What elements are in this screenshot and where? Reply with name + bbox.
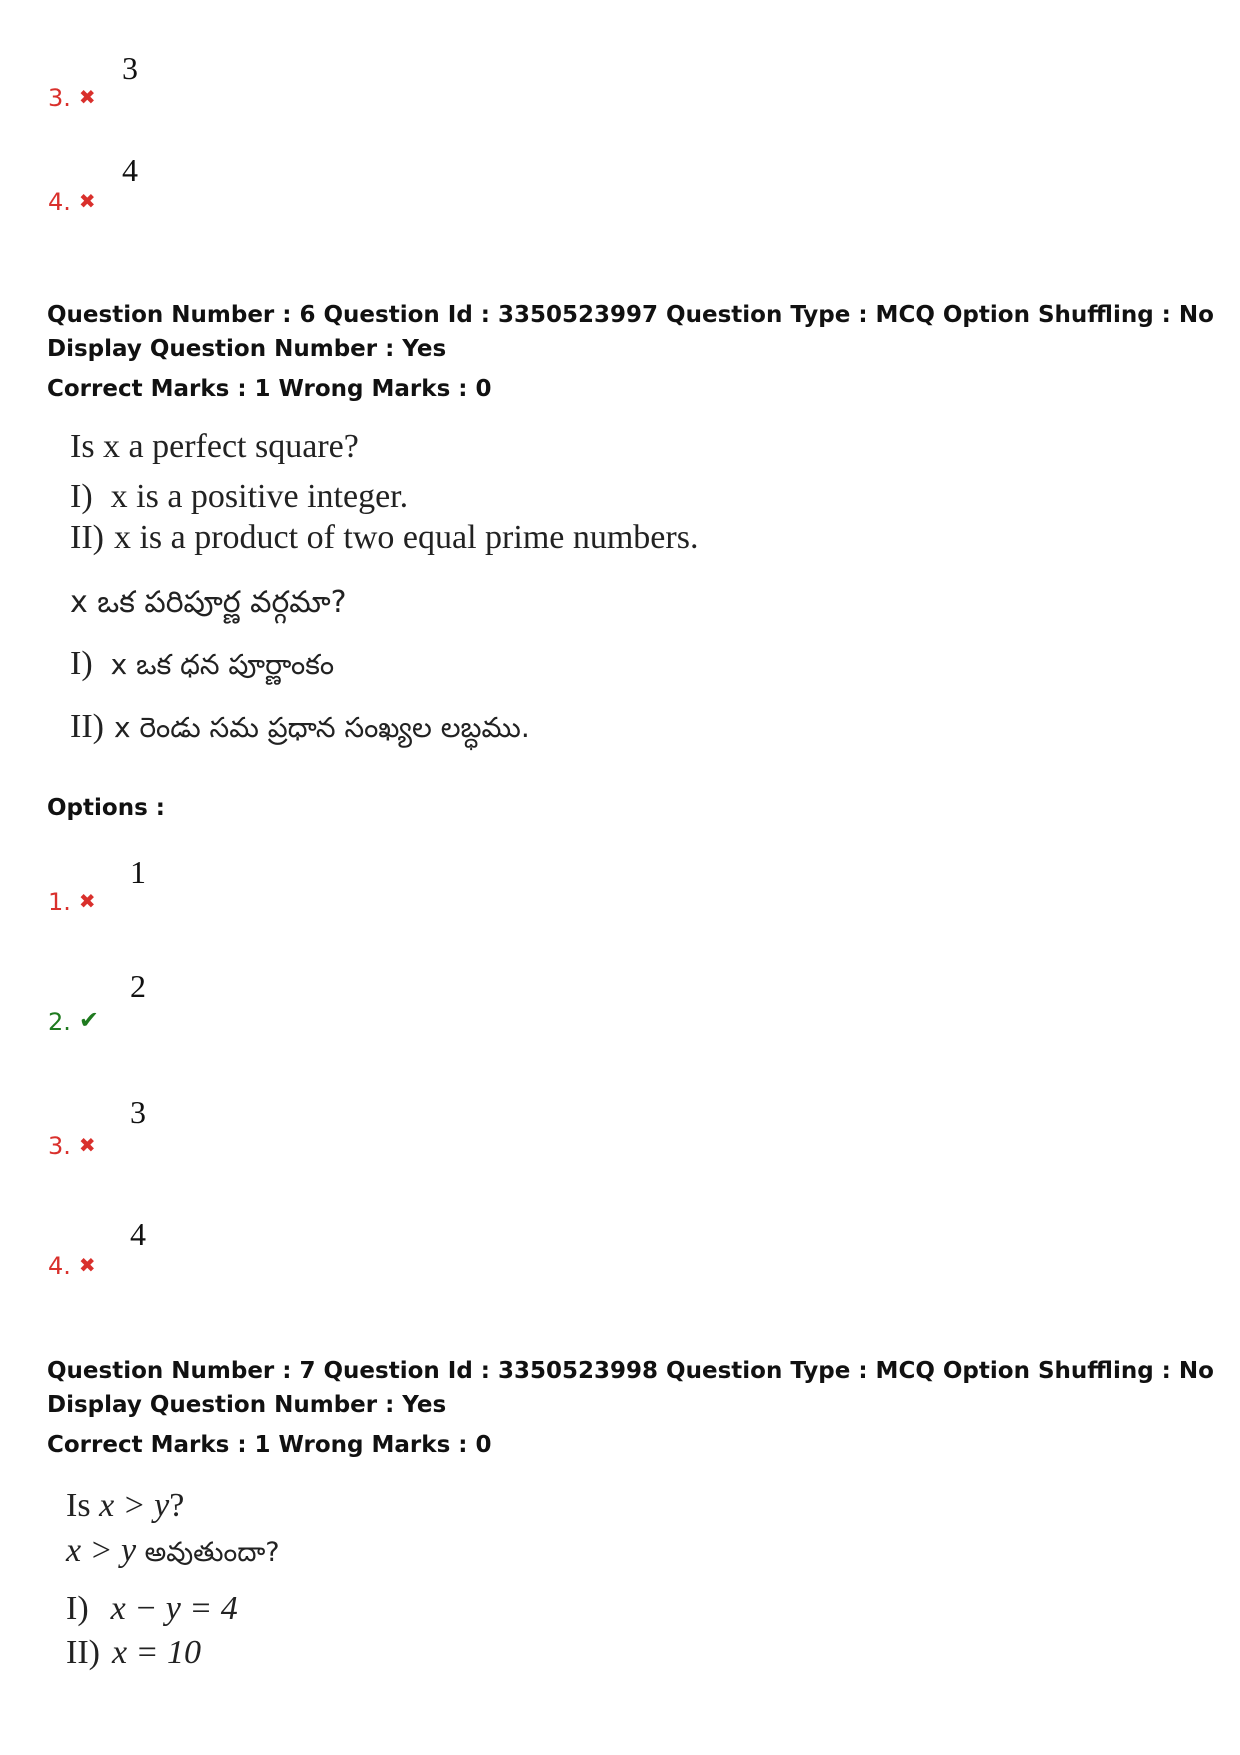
- statement-1-english: I) x is a positive integer.: [70, 478, 409, 515]
- question-text-telugu: x > y అవుతుందా?: [66, 1532, 280, 1569]
- option-value: 4: [130, 1216, 146, 1252]
- statement-2-english: II) x is a product of two equal prime numbers.: [70, 519, 699, 556]
- cross-icon: ✖: [78, 85, 96, 109]
- statement-1: I) x − y = 4: [66, 1590, 238, 1627]
- options-label: Options :: [47, 795, 165, 821]
- option-number: 3. ✖: [48, 1132, 96, 1160]
- question-display-number: Display Question Number : Yes: [47, 336, 447, 362]
- cross-icon: ✖: [78, 189, 96, 213]
- option-number: 3. ✖: [48, 84, 96, 112]
- option-value: 1: [130, 854, 146, 890]
- cross-icon: ✖: [78, 1253, 96, 1277]
- question-meta: Question Number : 7 Question Id : 3350523998 Question Type : MCQ Option Shuffling : No: [47, 1358, 1214, 1384]
- option-value: 2: [130, 968, 146, 1004]
- question-marks: Correct Marks : 1 Wrong Marks : 0: [47, 1432, 492, 1458]
- question-text-english: Is x > y?: [66, 1487, 185, 1524]
- cross-icon: ✖: [78, 1133, 96, 1157]
- option-value: 3: [130, 1094, 146, 1130]
- option-value: 4: [122, 152, 138, 188]
- question-text-telugu: x ఒక పరిపూర్ణ వర్గమా?: [70, 585, 347, 620]
- question-display-number: Display Question Number : Yes: [47, 1392, 447, 1418]
- question-text-english: Is x a perfect square?: [70, 428, 359, 465]
- cross-icon: ✖: [78, 889, 96, 913]
- statement-2-telugu: II) x రెండు సమ ప్రధాన సంఖ్యల లబ్ధము.: [70, 708, 530, 745]
- option-number: 2. ✔: [48, 1006, 100, 1036]
- statement-2: II) x = 10: [66, 1634, 202, 1671]
- option-number: 4. ✖: [48, 1252, 96, 1280]
- check-icon: ✔: [78, 1006, 100, 1034]
- option-value: 3: [122, 50, 138, 86]
- question-meta: Question Number : 6 Question Id : 3350523997 Question Type : MCQ Option Shuffling : No: [47, 302, 1214, 328]
- option-number: 1. ✖: [48, 888, 96, 916]
- statement-1-telugu: I) x ఒక ధన పూర్ణాంకం: [70, 645, 335, 682]
- question-marks: Correct Marks : 1 Wrong Marks : 0: [47, 376, 492, 402]
- option-number: 4. ✖: [48, 188, 96, 216]
